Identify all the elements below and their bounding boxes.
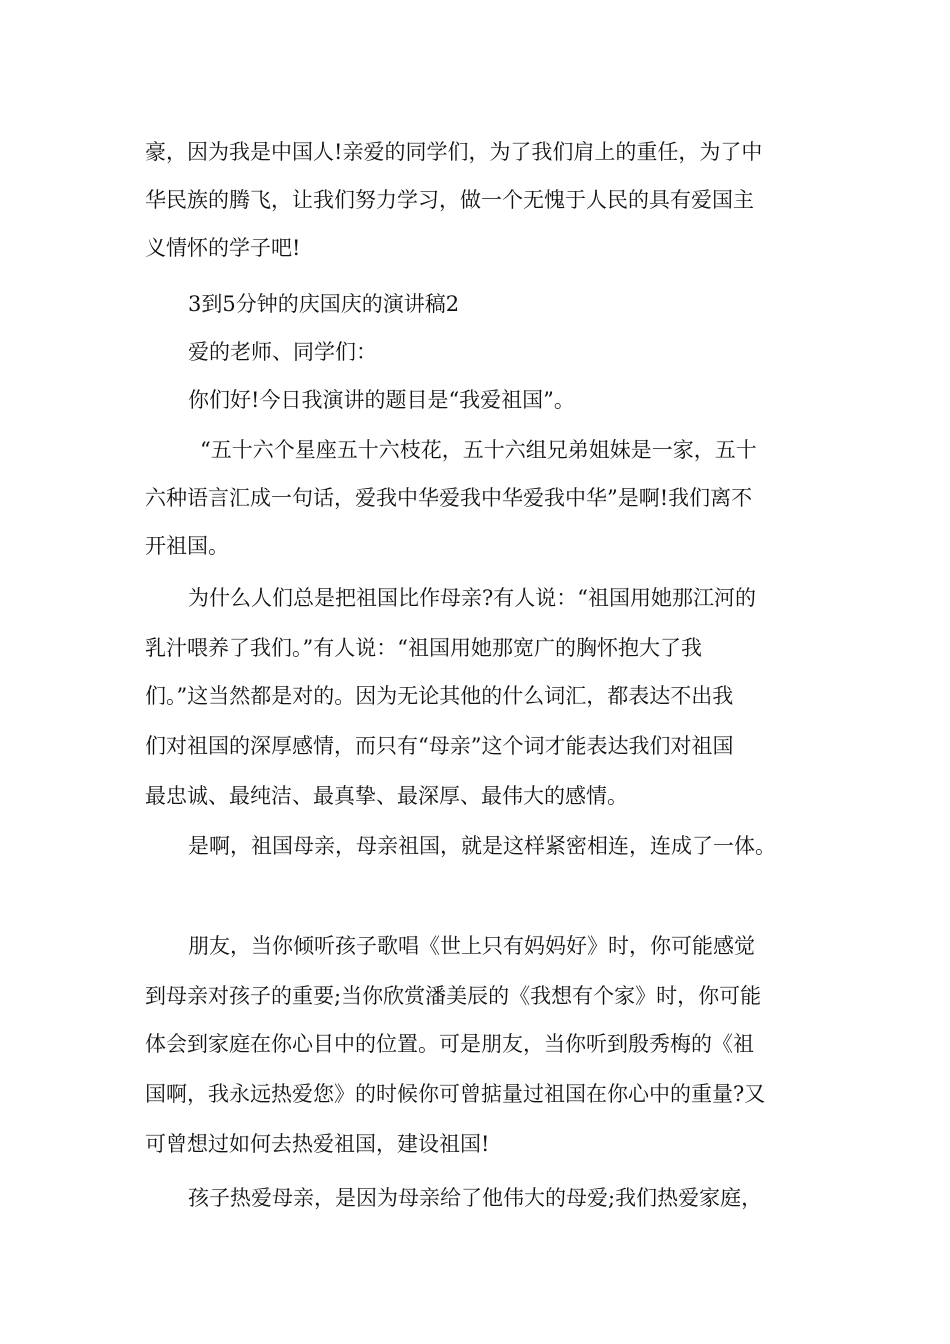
text-line-2: 华民族的腾飞，让我们努力学习，做一个无愧于人民的具有爱国主 bbox=[145, 188, 754, 212]
salutation: 爱的老师、同学们： bbox=[188, 340, 377, 364]
paragraph-line-6: 是啊，祖国母亲，母亲祖国，就是这样紧密相连，连成了一体。 bbox=[188, 834, 776, 858]
greeting-line: 你们好!今日我演讲的题目是“我爱祖国”。 bbox=[188, 388, 575, 412]
quote-line-1: “五十六个星座五十六枝花，五十六组兄弟姐妹是一家，五十 bbox=[200, 438, 757, 462]
quote-line-3: 开祖国。 bbox=[145, 534, 229, 558]
paragraph-line-11: 可曾想过如何去热爱祖国，建设祖国! bbox=[145, 1132, 490, 1156]
quote-line-2: 六种语言汇成一句话，爱我中华爱我中华爱我中华”是啊!我们离不 bbox=[145, 486, 753, 510]
text-line-3: 义情怀的学子吧! bbox=[145, 236, 301, 260]
paragraph-line-7: 朋友，当你倾听孩子歌唱《世上只有妈妈好》时，你可能感觉 bbox=[188, 934, 755, 958]
paragraph-line-10: 国啊，我永远热爱您》的时候你可曾掂量过祖国在你心中的重量?又 bbox=[145, 1082, 766, 1106]
text-line-1: 豪，因为我是中国人!亲爱的同学们，为了我们肩上的重任，为了中 bbox=[145, 140, 763, 164]
paragraph-line-3: 们。”这当然都是对的。因为无论其他的什么词汇，都表达不出我 bbox=[145, 684, 734, 708]
paragraph-line-12: 孩子热爱母亲，是因为母亲给了他伟大的母爱;我们热爱家庭， bbox=[188, 1186, 763, 1210]
paragraph-line-2: 乳汁喂养了我们。”有人说：“祖国用她那宽广的胸怀抱大了我 bbox=[145, 636, 702, 660]
paragraph-line-4: 们对祖国的深厚感情，而只有“母亲”这个词才能表达我们对祖国 bbox=[145, 734, 734, 758]
section-heading: 3到5分钟的庆国庆的演讲稿2 bbox=[188, 292, 460, 316]
paragraph-line-8: 到母亲对孩子的重要;当你欣赏潘美辰的《我想有个家》时，你可能 bbox=[145, 984, 762, 1008]
paragraph-line-5: 最忠诚、最纯洁、最真挚、最深厚、最伟大的感情。 bbox=[145, 784, 628, 808]
paragraph-line-1: 为什么人们总是把祖国比作母亲?有人说：“祖国用她那江河的 bbox=[188, 586, 756, 610]
paragraph-line-9: 体会到家庭在你心目中的位置。可是朋友，当你听到殷秀梅的《祖 bbox=[145, 1032, 754, 1056]
